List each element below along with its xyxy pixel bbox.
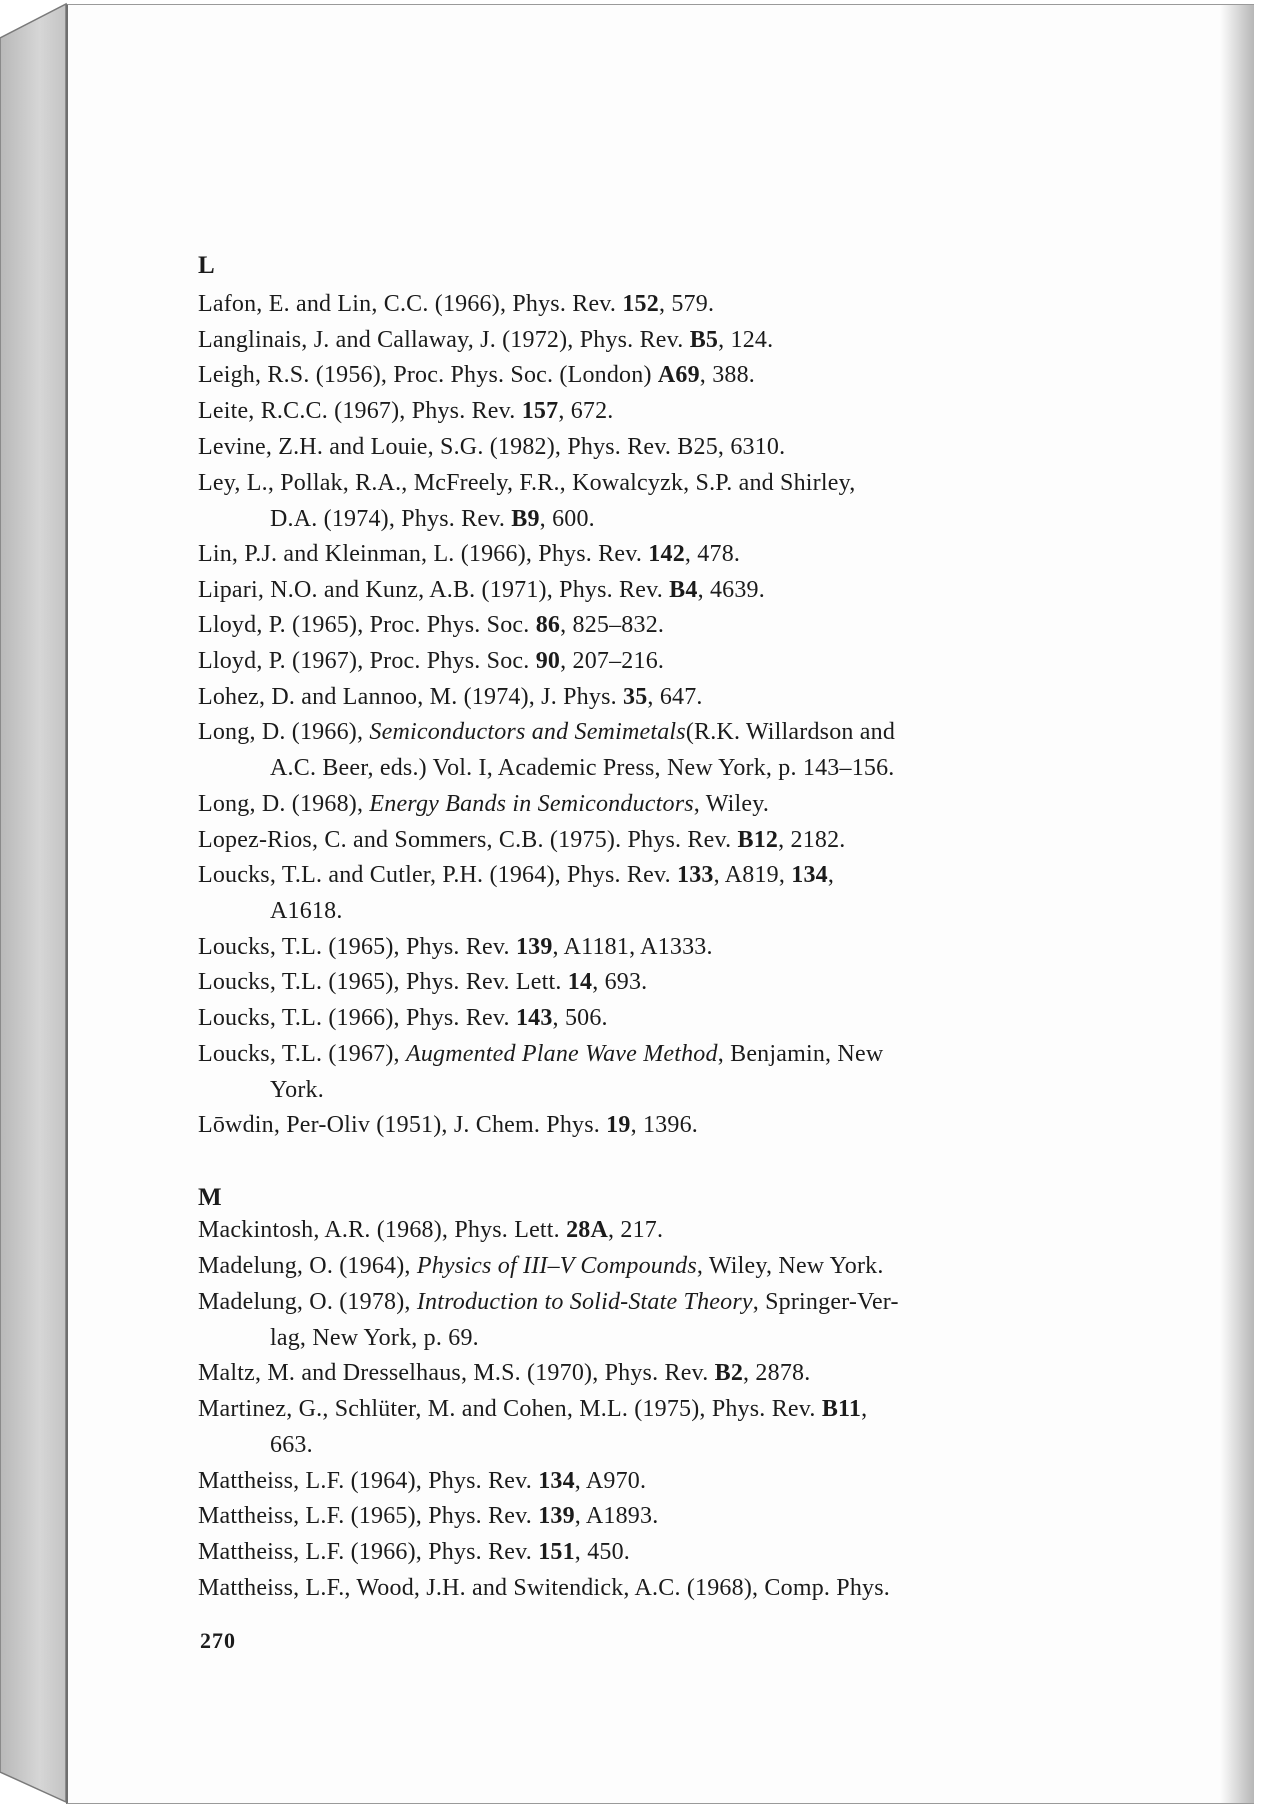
reference-first-line xyxy=(198,577,765,603)
reference-entry xyxy=(198,1355,810,1391)
citation-text: , 2182. xyxy=(778,826,846,853)
reference-first-line xyxy=(198,1005,608,1031)
citation-text: , 4639. xyxy=(697,576,765,603)
reference-entry xyxy=(198,286,714,322)
reference-entry xyxy=(198,857,834,929)
citation-text: Loucks, T.L. (1966), Phys. Rev. xyxy=(198,1005,516,1031)
reference-entry xyxy=(198,465,855,537)
reference-continuation-line xyxy=(198,750,895,786)
citation-text: Lipari, N.O. and Kunz, A.B. (1971), Phys. Rev. xyxy=(198,576,670,603)
citation-text: , 579. xyxy=(658,291,715,317)
reference-entry xyxy=(198,1463,646,1499)
volume-number: 139 xyxy=(538,1503,575,1530)
volume-number: B12 xyxy=(737,826,779,853)
reference-continuation-line xyxy=(198,1320,899,1356)
reference-entry xyxy=(198,393,614,429)
citation-text: Ley, L., Pollak, R.A., McFreely, F.R., Kowalcyzk, S.P. and Shirley, xyxy=(198,469,856,496)
book-title: Physics of III–V Compounds xyxy=(416,1252,697,1279)
citation-text: Loucks, T.L. and Cutler, P.H. (1964), Phys. Rev. xyxy=(198,862,678,889)
reference-first-line xyxy=(198,1289,899,1315)
reference-continuation-line xyxy=(198,893,834,929)
citation-text: Mackintosh, A.R. (1968), Phys. Lett. xyxy=(198,1217,567,1243)
reference-entry xyxy=(198,1036,883,1108)
citation-text: D.A. (1974), Phys. Rev. xyxy=(270,505,512,532)
reference-first-line xyxy=(198,541,740,567)
reference-entry xyxy=(198,536,740,572)
reference-entry xyxy=(198,679,703,715)
reference-first-line xyxy=(198,684,703,710)
citation-text: , 478. xyxy=(684,540,741,567)
reference-entry xyxy=(198,822,846,858)
citation-text: , 450. xyxy=(574,1539,630,1566)
citation-text: Madelung, O. (1978), xyxy=(198,1288,417,1315)
volume-number: 142 xyxy=(648,540,685,567)
citation-text: , A1181, A1333. xyxy=(552,933,713,960)
reference-first-line xyxy=(198,1468,646,1494)
volume-number: 139 xyxy=(515,933,553,960)
citation-text: Lohez, D. and Lannoo, M. (1974), J. Phys. xyxy=(198,683,624,710)
citation-text: , 388. xyxy=(699,362,755,389)
reference-first-line xyxy=(198,1253,884,1279)
volume-number: 143 xyxy=(515,1005,553,1031)
page-number: 270 xyxy=(200,1628,236,1653)
citation-text: Mattheiss, L.F., Wood, J.H. and Switendick, A.C. (1968), Comp. Phys. xyxy=(198,1575,890,1601)
reference-first-line xyxy=(198,327,773,353)
reference-entry xyxy=(198,929,713,965)
citation-text: , 124. xyxy=(718,326,774,353)
citation-text: Lopez-Rios, C. and Sommers, C.B. (1975). Phys. Rev. xyxy=(198,826,738,853)
volume-number: 90 xyxy=(535,648,561,674)
citation-text: , xyxy=(827,862,835,889)
volume-number: 152 xyxy=(622,291,659,317)
reference-first-line xyxy=(198,434,785,460)
citation-text: Lōwdin, Per-Oliv (1951), J. Chem. Phys. xyxy=(198,1112,607,1139)
citation-text: , Springer-Ver- xyxy=(752,1288,899,1315)
citation-text: , A970. xyxy=(574,1467,647,1494)
citation-text: , xyxy=(861,1396,868,1422)
citation-text: Mattheiss, L.F. (1966), Phys. Rev. xyxy=(198,1539,539,1566)
reference-entry xyxy=(198,1391,867,1463)
reference-entry xyxy=(198,1212,663,1248)
reference-first-line xyxy=(198,969,647,995)
reference-first-line xyxy=(198,827,846,853)
citation-text: , Benjamin, New xyxy=(717,1040,884,1067)
reference-first-line xyxy=(198,1539,630,1565)
citation-text: Madelung, O. (1964), xyxy=(198,1252,417,1279)
citation-text: Maltz, M. and Dresselhaus, M.S. (1970), Phys. Rev. xyxy=(198,1360,715,1387)
section-heading-m: M xyxy=(198,1184,222,1211)
citation-text: Loucks, T.L. (1967), xyxy=(198,1040,406,1067)
citation-text: , A1893. xyxy=(574,1503,659,1530)
volume-number: B4 xyxy=(669,576,698,603)
volume-number: 134 xyxy=(538,1467,575,1494)
volume-number: 151 xyxy=(538,1539,575,1566)
citation-text: Lloyd, P. (1967), Proc. Phys. Soc. xyxy=(198,648,536,674)
volume-number: B11 xyxy=(821,1396,862,1422)
reference-first-line xyxy=(198,1396,867,1422)
reference-first-line xyxy=(198,719,895,745)
book-title: Energy Bands in Semiconductors xyxy=(369,790,694,817)
reference-first-line xyxy=(198,1503,658,1529)
volume-number: B2 xyxy=(714,1360,744,1387)
citation-text: Lloyd, P. (1965), Proc. Phys. Soc. xyxy=(198,612,536,639)
citation-text: , 647. xyxy=(647,683,703,710)
reference-first-line xyxy=(198,791,769,817)
citation-text: , A819, xyxy=(713,862,792,889)
volume-number: B5 xyxy=(689,326,719,353)
volume-number: 28A xyxy=(566,1217,608,1243)
citation-text: , 1396. xyxy=(630,1112,698,1139)
citation-text: Long, D. (1968), xyxy=(198,790,370,817)
reference-entry xyxy=(198,1284,899,1356)
reference-first-line xyxy=(198,1112,698,1138)
reference-entry xyxy=(198,1107,698,1143)
citation-text: Leigh, R.S. (1956), Proc. Phys. Soc. (London) xyxy=(198,362,658,389)
reference-first-line xyxy=(198,934,713,960)
citation-text: Martinez, G., Schlüter, M. and Cohen, M.L. (1975), Phys. Rev. xyxy=(198,1396,822,1422)
citation-text: , 600. xyxy=(539,505,595,532)
volume-number: 19 xyxy=(606,1112,631,1139)
volume-number: 133 xyxy=(677,862,714,889)
citation-text: Long, D. (1966), xyxy=(198,719,370,746)
reference-entry xyxy=(198,1000,608,1036)
volume-number: 35 xyxy=(623,683,648,710)
citation-text: lag, New York, p. 69. xyxy=(270,1324,479,1351)
reference-entry xyxy=(198,643,664,679)
reference-first-line xyxy=(198,362,755,388)
citation-text: , 2878. xyxy=(743,1360,811,1387)
reference-entry xyxy=(198,1534,630,1570)
reference-first-line xyxy=(198,1575,890,1601)
citation-text: , 672. xyxy=(558,398,614,425)
citation-text: , 207–216. xyxy=(560,648,665,674)
citation-text: Loucks, T.L. (1965), Phys. Rev. xyxy=(198,933,516,960)
reference-entry xyxy=(198,1570,890,1606)
citation-text: York. xyxy=(270,1076,324,1103)
volume-number: A69 xyxy=(657,362,700,389)
citation-text: Loucks, T.L. (1965), Phys. Rev. Lett. xyxy=(198,969,568,996)
citation-text: 663. xyxy=(270,1432,313,1458)
book-title: Introduction to Solid-State Theory xyxy=(416,1288,753,1315)
volume-number: 86 xyxy=(535,612,561,639)
reference-first-line xyxy=(198,648,664,674)
reference-first-line xyxy=(198,1217,663,1243)
citation-text: , 825–832. xyxy=(560,612,665,639)
reference-first-line xyxy=(198,862,834,888)
citation-text: (R.K. Willardson and xyxy=(685,719,896,746)
reference-first-line xyxy=(198,398,614,424)
citation-text: Langlinais, J. and Callaway, J. (1972), Phys. Rev. xyxy=(198,326,690,353)
volume-number: 134 xyxy=(791,862,828,889)
citation-text: Mattheiss, L.F. (1965), Phys. Rev. xyxy=(198,1503,539,1530)
volume-number: 14 xyxy=(567,969,593,996)
citation-text: Leite, R.C.C. (1967), Phys. Rev. xyxy=(198,398,522,425)
citation-text: , Wiley. xyxy=(693,790,770,817)
citation-text: , 693. xyxy=(592,969,648,996)
reference-entry xyxy=(198,322,773,358)
volume-number: B9 xyxy=(511,505,540,532)
reference-continuation-line xyxy=(198,1072,883,1108)
section-heading-l: L xyxy=(198,252,215,279)
reference-entry xyxy=(198,572,765,608)
reference-entry xyxy=(198,1498,658,1534)
reference-first-line xyxy=(198,1041,883,1067)
reference-first-line xyxy=(198,291,714,317)
reference-entry xyxy=(198,786,769,822)
reference-entry xyxy=(198,964,647,1000)
reference-first-line xyxy=(198,1360,810,1386)
citation-text: Levine, Z.H. and Louie, S.G. (1982), Phys. Rev. B25, 6310. xyxy=(198,433,786,460)
reference-entry xyxy=(198,357,755,393)
book-title: Augmented Plane Wave Method xyxy=(405,1040,718,1067)
volume-number: 157 xyxy=(521,398,559,425)
book-title: Semiconductors and Semimetals xyxy=(369,719,686,746)
citation-text: , 217. xyxy=(608,1217,664,1243)
reference-continuation-line xyxy=(198,501,855,537)
reference-entry xyxy=(198,429,785,465)
citation-text: A1618. xyxy=(270,898,343,925)
citation-text: , Wiley, New York. xyxy=(696,1252,884,1279)
citation-text: Mattheiss, L.F. (1964), Phys. Rev. xyxy=(198,1467,539,1494)
citation-text: A.C. Beer, eds.) Vol. I, Academic Press, New York, p. 143–156. xyxy=(270,755,895,782)
reference-entry xyxy=(198,1248,884,1284)
citation-text: , 506. xyxy=(552,1005,608,1031)
reference-entry xyxy=(198,714,895,786)
reference-first-line xyxy=(198,612,664,638)
citation-text: Lin, P.J. and Kleinman, L. (1966), Phys. Rev. xyxy=(198,540,649,567)
reference-continuation-line xyxy=(198,1427,867,1463)
citation-text: Lafon, E. and Lin, C.C. (1966), Phys. Rev. xyxy=(198,291,623,317)
reference-first-line xyxy=(198,470,855,496)
reference-entry xyxy=(198,607,664,643)
